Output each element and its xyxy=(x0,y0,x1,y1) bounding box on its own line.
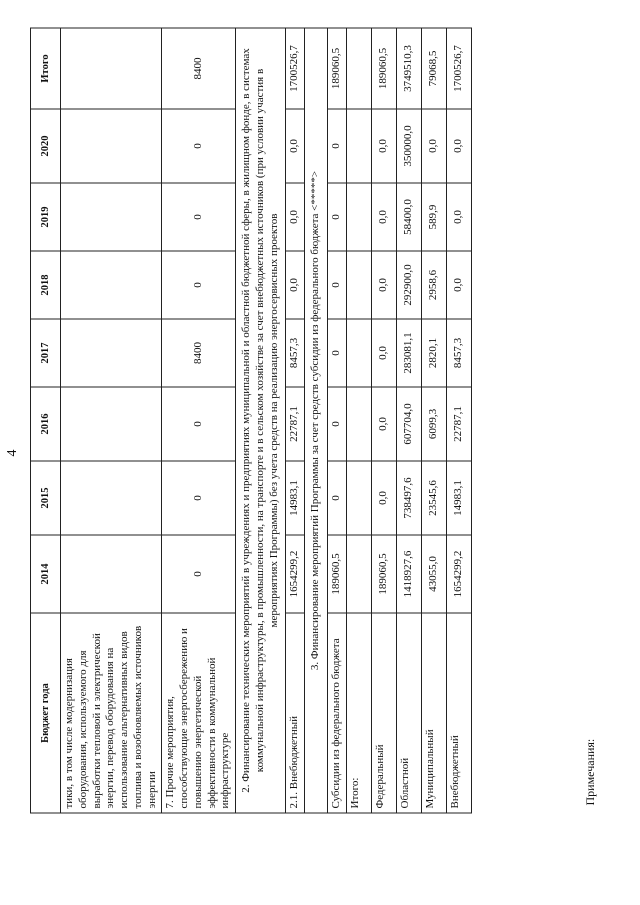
value-cell: 79068,5 xyxy=(421,28,446,109)
value-cell: 8400 xyxy=(162,319,236,387)
value-cell: 0 xyxy=(162,387,236,461)
value-cell: 43055,0 xyxy=(421,535,446,613)
value-cell: 0 xyxy=(162,535,236,613)
value-cell: 1700526,7 xyxy=(446,28,471,109)
value-cell: 0 xyxy=(327,319,346,387)
value-cell: 22787,1 xyxy=(286,387,305,461)
value-cell: 1418927,6 xyxy=(396,535,421,613)
row-label: Муниципальный xyxy=(421,613,446,813)
value-cell xyxy=(346,535,371,613)
value-cell xyxy=(61,183,162,251)
table-row xyxy=(61,28,162,813)
section-heading: 2. Финансирование технических мероприятий в учреждениях и предприятиях муниципальной и областной бюджетной сферы, в жилищном фонде, в системах коммунальной инфраструктуры, в промышленности, на транспорте и в сельском хозяйстве за счет внебюджетных источников (при условии участия в мероприятиях Программы) без учета средств на реализацию энергосервисных проектов xyxy=(236,28,286,813)
budget-table xyxy=(30,27,472,813)
value-cell: 1654299,2 xyxy=(446,535,471,613)
value-cell xyxy=(346,183,371,251)
value-cell: 14983,1 xyxy=(286,461,305,535)
value-cell: 0,0 xyxy=(371,251,396,319)
table-row xyxy=(162,28,236,813)
row-label: 2.1. Внебюджетный xyxy=(286,613,305,813)
value-cell: 0 xyxy=(162,183,236,251)
header-cell: Итого xyxy=(31,28,61,109)
header-cell: 2020 xyxy=(31,109,61,183)
value-cell: 22787,1 xyxy=(446,387,471,461)
value-cell: 8400 xyxy=(162,28,236,109)
value-cell xyxy=(61,28,162,109)
header-cell: 2017 xyxy=(31,319,61,387)
value-cell: 0,0 xyxy=(371,387,396,461)
value-cell: 0,0 xyxy=(371,319,396,387)
section-heading: 3. Финансирование мероприятий Программы за счет средств субсидии из федерального бюджета <*****> xyxy=(305,28,328,813)
table-row xyxy=(371,28,396,813)
value-cell xyxy=(346,461,371,535)
value-cell: 0 xyxy=(327,251,346,319)
value-cell: 14983,1 xyxy=(446,461,471,535)
value-cell: 3749510,3 xyxy=(396,28,421,109)
value-cell xyxy=(61,461,162,535)
value-cell xyxy=(61,109,162,183)
value-cell: 738497,6 xyxy=(396,461,421,535)
value-cell: 0,0 xyxy=(371,183,396,251)
value-cell: 283081,1 xyxy=(396,319,421,387)
row-label: Субсидии из федерального бюджета xyxy=(327,613,346,813)
value-cell: 589,9 xyxy=(421,183,446,251)
page-number: 4 xyxy=(5,449,20,456)
value-cell: 0 xyxy=(162,461,236,535)
value-cell: 0 xyxy=(327,109,346,183)
header-cell: 2016 xyxy=(31,387,61,461)
value-cell: 0 xyxy=(162,109,236,183)
value-cell: 607704,0 xyxy=(396,387,421,461)
value-cell: 2958,6 xyxy=(421,251,446,319)
value-cell: 0,0 xyxy=(446,251,471,319)
value-cell: 0,0 xyxy=(371,109,396,183)
section-row xyxy=(236,28,286,813)
value-cell xyxy=(346,109,371,183)
value-cell: 0 xyxy=(327,461,346,535)
value-cell: 189060,5 xyxy=(327,28,346,109)
value-cell: 23545,6 xyxy=(421,461,446,535)
header-cell: 2015 xyxy=(31,461,61,535)
value-cell: 0 xyxy=(327,387,346,461)
value-cell: 0,0 xyxy=(286,109,305,183)
row-label: Федеральный xyxy=(371,613,396,813)
value-cell: 8457,3 xyxy=(446,319,471,387)
value-cell xyxy=(61,251,162,319)
value-cell: 1654299,2 xyxy=(286,535,305,613)
table-row xyxy=(421,28,446,813)
value-cell: 0 xyxy=(162,251,236,319)
section-row xyxy=(305,28,328,813)
table-row xyxy=(346,28,371,813)
value-cell: 189060,5 xyxy=(371,535,396,613)
value-cell xyxy=(346,28,371,109)
value-cell: 0,0 xyxy=(421,109,446,183)
total-label: Итого: xyxy=(346,613,371,813)
value-cell: 0,0 xyxy=(286,251,305,319)
value-cell: 0,0 xyxy=(371,461,396,535)
value-cell: 2820,1 xyxy=(421,319,446,387)
value-cell xyxy=(346,251,371,319)
row-label: 7. Прочие мероприятия, способствующие энергосбережению и повышению энергетической эффективности в коммунальной инфраструктуре xyxy=(162,613,236,813)
notes-label: Примечания: xyxy=(583,738,597,805)
value-cell xyxy=(346,387,371,461)
value-cell: 58400,0 xyxy=(396,183,421,251)
value-cell xyxy=(346,319,371,387)
table-row xyxy=(286,28,305,813)
value-cell: 292900,0 xyxy=(396,251,421,319)
header-cell: 2014 xyxy=(31,535,61,613)
value-cell xyxy=(61,387,162,461)
row-label: Внебюджетный xyxy=(446,613,471,813)
value-cell: 6099,3 xyxy=(421,387,446,461)
table-row xyxy=(396,28,421,813)
value-cell: 0,0 xyxy=(446,183,471,251)
row-label: Областной xyxy=(396,613,421,813)
value-cell: 0 xyxy=(327,183,346,251)
value-cell: 189060,5 xyxy=(327,535,346,613)
table-row xyxy=(327,28,346,813)
value-cell xyxy=(61,535,162,613)
value-cell: 189060,5 xyxy=(371,28,396,109)
value-cell: 350000,0 xyxy=(396,109,421,183)
table-row xyxy=(446,28,471,813)
value-cell: 1700526,7 xyxy=(286,28,305,109)
header-row xyxy=(31,28,61,813)
header-cell: Бюджет года xyxy=(31,613,61,813)
value-cell: 0,0 xyxy=(286,183,305,251)
value-cell: 0,0 xyxy=(446,109,471,183)
row-label: тики, в том числе модернизация оборудования, используемого для выработки тепловой и электрической энергии, перевод оборудования на использование альтернативных видов топлива и возобновляемых источников энергии xyxy=(61,613,162,813)
header-cell: 2019 xyxy=(31,183,61,251)
value-cell xyxy=(61,319,162,387)
value-cell: 8457,3 xyxy=(286,319,305,387)
header-cell: 2018 xyxy=(31,251,61,319)
